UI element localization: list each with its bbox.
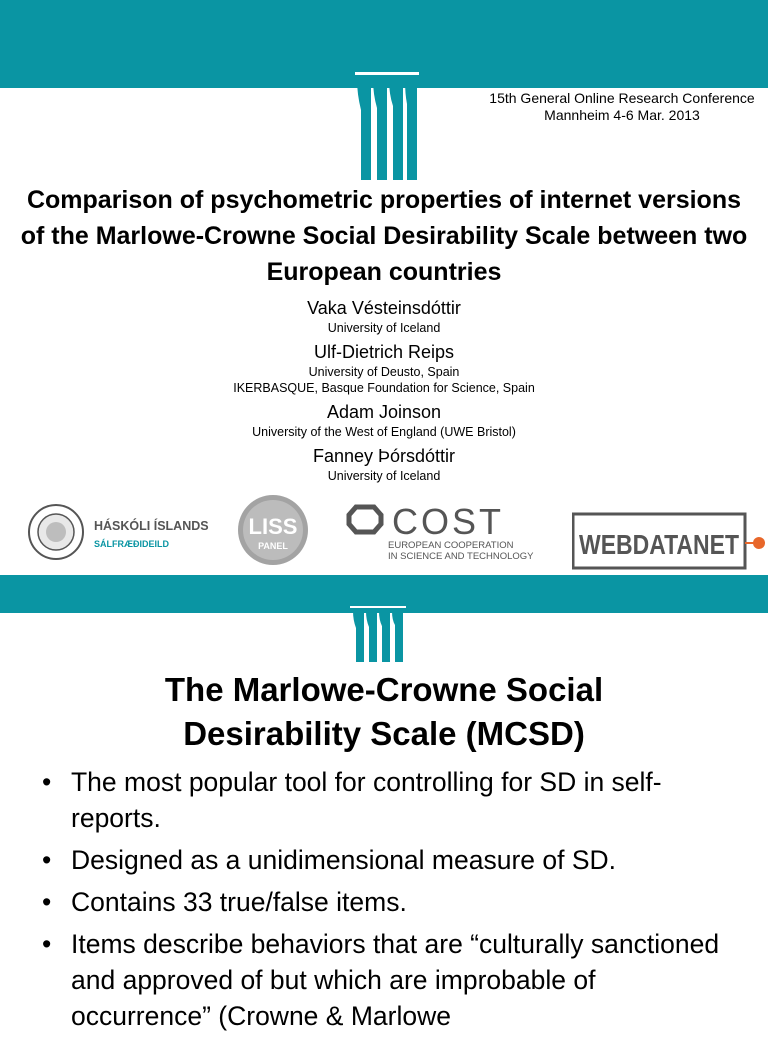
author-block <box>134 400 634 440</box>
list-item: • Items describe behaviors that are “culturally sanctioned and approved of but which are improbable of occurrence” (Crowne & Marlowe <box>42 926 742 1034</box>
haskoli-islands-logo <box>26 502 216 562</box>
author-list <box>134 296 634 488</box>
author-affiliation: IKERBASQUE, Basque Foundation for Science, Spain <box>233 381 535 395</box>
conference-info <box>484 90 760 124</box>
paper-title: Comparison of psychometric properties of internet versions of the Marlowe-Crowne Social Desirability Scale between two European countries <box>20 186 748 286</box>
slide-heading <box>60 668 708 756</box>
conference-location-date: Mannheim 4-6 Mar. 2013 <box>544 107 700 123</box>
list-item: • Contains 33 true/false items. <box>42 884 742 920</box>
author-affiliation: University of the West of England (UWE Bristol) <box>252 425 516 439</box>
author-affiliation: University of Iceland <box>327 469 441 483</box>
author-name: Adam Joinson <box>326 402 442 422</box>
bullet-list <box>42 764 742 1040</box>
author-block <box>134 340 634 396</box>
liss-panel-logo <box>236 494 310 566</box>
liss-panel-text: PANEL <box>258 541 288 551</box>
list-item: • Designed as a unidimensional measure of SD. <box>42 842 742 878</box>
haskoli-dept: SÁLFRÆÐIDEILD <box>94 539 169 549</box>
conference-name: 15th General Online Research Conference <box>489 90 755 106</box>
author-name: Vaka Vésteinsdóttir <box>307 298 461 318</box>
webdatanet-logo <box>572 512 768 572</box>
cost-wordmark: COST <box>392 502 505 542</box>
author-block <box>134 296 634 336</box>
webdatanet-dot-icon <box>753 537 765 549</box>
webdatanet-wordmark: WEBDATANET <box>579 529 739 560</box>
university-pillar-icon <box>352 62 422 180</box>
university-pillar-icon <box>348 600 408 662</box>
slide-heading-line2: Desirability Scale (MCSD) <box>183 715 585 752</box>
cost-line2: IN SCIENCE AND TECHNOLOGY <box>388 551 534 562</box>
haskoli-name: HÁSKÓLI ÍSLANDS <box>94 519 209 533</box>
cost-logo <box>342 502 542 564</box>
author-name: Ulf-Dietrich Reips <box>313 342 455 362</box>
author-affiliation: University of Iceland <box>327 321 441 335</box>
slide-heading-line1: The Marlowe-Crowne Social <box>164 671 604 708</box>
author-name: Fanney Þórsdóttir <box>312 446 456 466</box>
author-affiliation: University of Deusto, Spain <box>308 365 460 379</box>
sponsor-logos <box>0 492 768 572</box>
liss-wordmark: LISS <box>248 514 298 539</box>
author-block <box>134 444 634 484</box>
list-item: • The most popular tool for controlling for SD in self-reports. <box>42 764 742 836</box>
cost-line1: EUROPEAN COOPERATION <box>388 540 514 551</box>
